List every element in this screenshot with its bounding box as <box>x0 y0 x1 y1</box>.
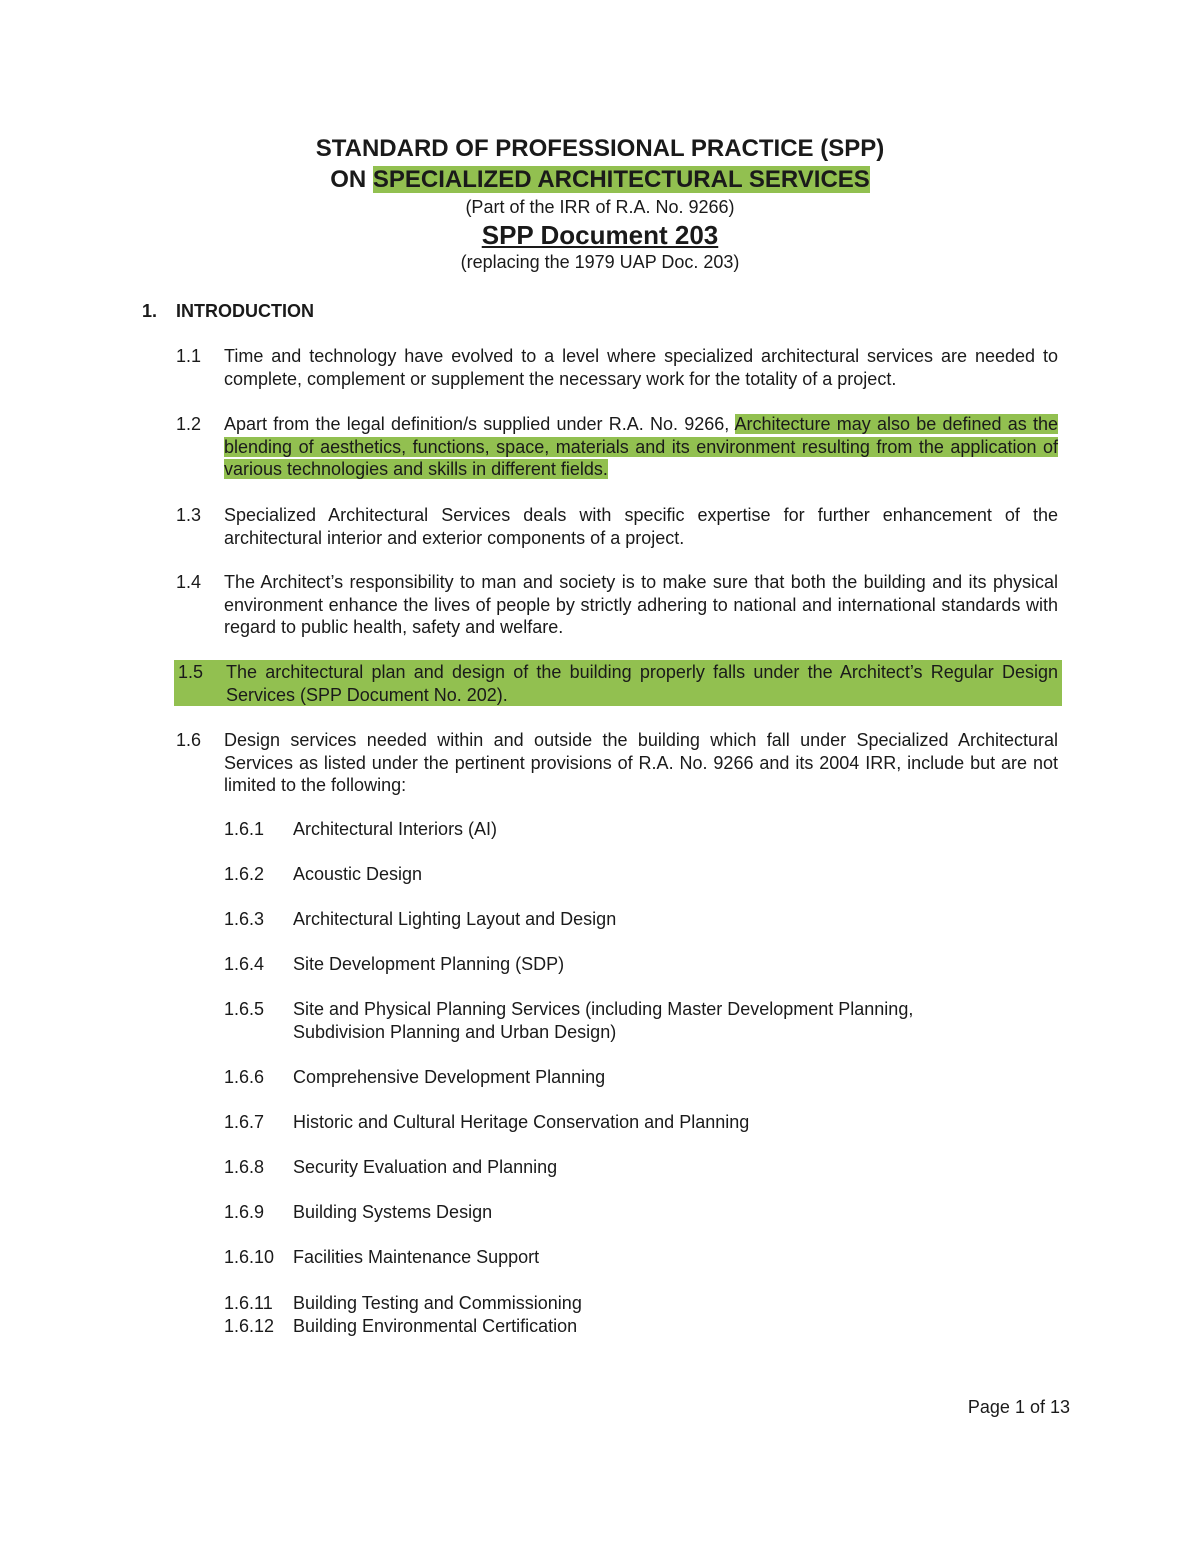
list-item-text: Acoustic Design <box>293 864 423 884</box>
list-item <box>224 953 1024 976</box>
paragraph-text: The Architect’s responsibility to man and society is to make sure that both the building and its physical environment enhance the lives of people by strictly adhering to national and international standards with regard to public health, safety and welfare. <box>224 572 1058 638</box>
paragraph-1-3 <box>176 504 1058 549</box>
doc-number-text: SPP Document 203 <box>481 220 719 250</box>
list-item <box>224 1315 1024 1338</box>
list-item <box>224 1111 1024 1134</box>
paragraph-number: 1.2 <box>176 414 202 434</box>
list-item-number: 1.6.7 <box>224 1112 265 1132</box>
section-title: INTRODUCTION <box>176 301 314 321</box>
paragraph-number: 1.5 <box>178 662 204 682</box>
subtitle-text: (Part of the IRR of R.A. No. 9266) <box>465 197 735 217</box>
paragraph-number: 1.6 <box>176 730 202 750</box>
list-item <box>224 998 984 1043</box>
list-item-number: 1.6.10 <box>224 1247 275 1267</box>
title-line-1: STANDARD OF PROFESSIONAL PRACTICE (SPP) <box>315 135 885 162</box>
paragraph-text-plain: Apart from the legal definition/s supplied under R.A. No. 9266, <box>224 414 735 434</box>
list-item-text: Architectural Interiors (AI) <box>293 819 498 839</box>
title-line-2-highlight: SPECIALIZED ARCHITECTURAL SERVICES <box>372 166 870 193</box>
document-title-line-2 <box>0 164 1200 196</box>
list-item-number: 1.6.2 <box>224 864 265 884</box>
list-item-number: 1.6.11 <box>224 1293 273 1313</box>
document-number <box>0 218 1200 252</box>
list-item-text: Building Systems Design <box>293 1202 493 1222</box>
title-line-2-prefix: ON <box>330 166 373 193</box>
list-item-text: Historic and Cultural Heritage Conservation and Planning <box>293 1112 750 1132</box>
list-item-number: 1.6.6 <box>224 1067 265 1087</box>
list-item-number: 1.6.8 <box>224 1157 265 1177</box>
list-item-text: Site and Physical Planning Services (including Master Development Planning, Subdivision Planning and Urban Design) <box>293 999 914 1042</box>
paragraph-text <box>224 413 1058 481</box>
page-number-text: Page 1 of 13 <box>967 1397 1070 1417</box>
paragraph-text: Time and technology have evolved to a level where specialized architectural services are needed to complete, complement or supplement the necessary work for the totality of a project. <box>224 346 1058 389</box>
list-item <box>224 1066 1024 1089</box>
section-heading <box>142 300 314 322</box>
list-item-number: 1.6.5 <box>224 999 265 1019</box>
list-item <box>224 818 1024 841</box>
paragraph-number: 1.3 <box>176 505 202 525</box>
list-item-number: 1.6.9 <box>224 1202 265 1222</box>
paragraph-text: The architectural plan and design of the building properly falls under the Architect’s Regular Design Services (SPP Document No. 202). <box>226 662 1058 705</box>
paragraph-1-5 <box>174 660 1062 706</box>
section-number: 1. <box>142 301 158 321</box>
list-item <box>224 1156 1024 1179</box>
list-item <box>224 863 1024 886</box>
page-number <box>968 1396 1070 1418</box>
paragraph-text: Design services needed within and outside the building which fall under Specialized Architectural Services as listed under the pertinent provisions of R.A. No. 9266 and its 2004 IRR, include but are not limited to the following: <box>224 730 1058 796</box>
paragraph-1-6 <box>176 729 1058 797</box>
list-item <box>224 908 1024 931</box>
list-item <box>224 1292 1024 1315</box>
list-item-number: 1.6.3 <box>224 909 265 929</box>
paragraph-number: 1.4 <box>176 572 202 592</box>
list-item-number: 1.6.1 <box>224 819 265 839</box>
replacing-text: (replacing the 1979 UAP Doc. 203) <box>460 252 740 272</box>
list-item-text: Comprehensive Development Planning <box>293 1067 606 1087</box>
list-item-number: 1.6.4 <box>224 954 265 974</box>
list-item <box>224 1201 1024 1224</box>
document-subtitle <box>0 196 1200 218</box>
paragraph-text: Specialized Architectural Services deals with specific expertise for further enhancement of the architectural interior and exterior components of a project. <box>224 505 1058 548</box>
paragraph-1-4 <box>176 571 1058 639</box>
list-item <box>224 1246 1024 1269</box>
list-item-text: Architectural Lighting Layout and Design <box>293 909 617 929</box>
document-title <box>0 133 1200 165</box>
list-item-text: Building Testing and Commissioning <box>293 1293 582 1313</box>
list-item-number: 1.6.12 <box>224 1316 275 1336</box>
list-item-text: Building Environmental Certification <box>293 1316 578 1336</box>
paragraph-1-1 <box>176 345 1058 390</box>
list-item-text: Security Evaluation and Planning <box>293 1157 558 1177</box>
list-item-text: Site Development Planning (SDP) <box>293 954 565 974</box>
document-replacing-note <box>0 251 1200 273</box>
paragraph-number: 1.1 <box>176 346 202 366</box>
paragraph-text-highlight: Architecture may also be defined as the blending of aesthetics, functions, space, materials and its environment resulting from the application of various technologies and skills in different fields. <box>224 414 1058 480</box>
paragraph-1-2 <box>176 413 1058 481</box>
list-item-text: Facilities Maintenance Support <box>293 1247 540 1267</box>
